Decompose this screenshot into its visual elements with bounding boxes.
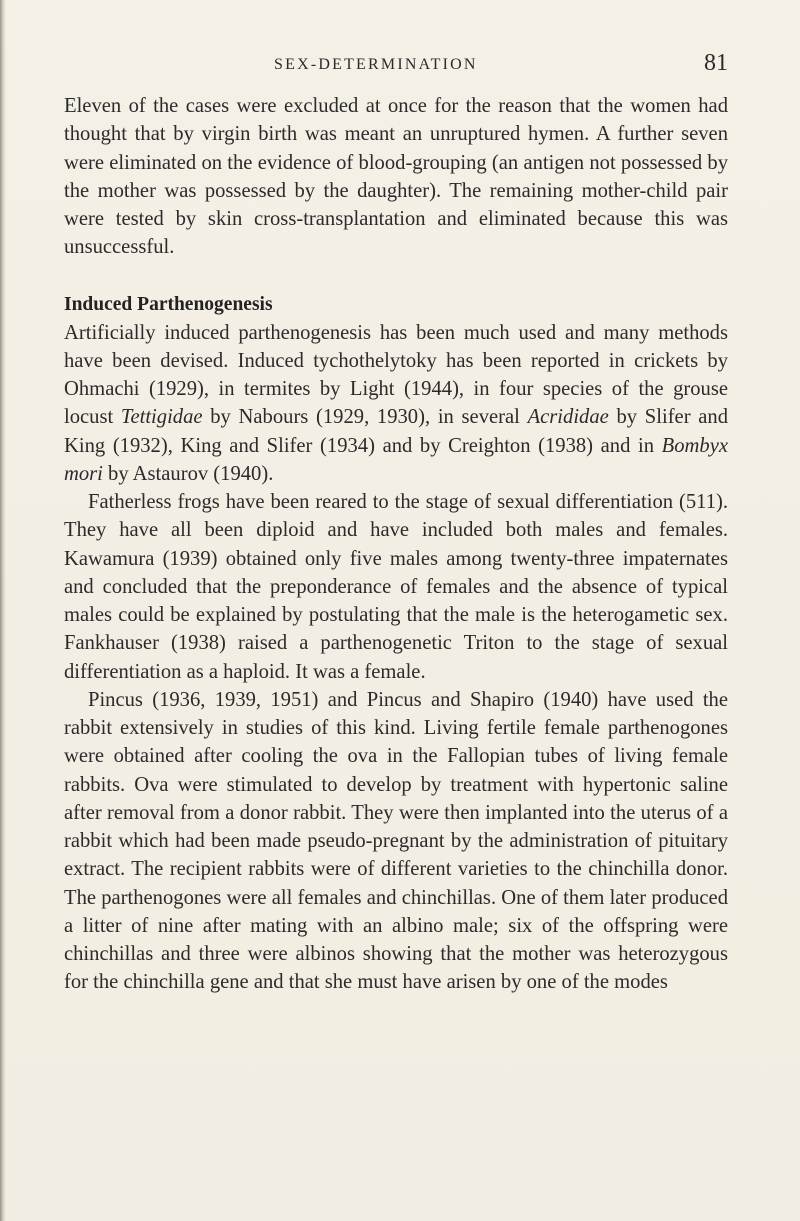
page-number: 81 (704, 50, 728, 76)
paragraph-1: Eleven of the cases were excluded at once for the reason that the women had thought that by virgin birth was meant an unruptured hymen. A further seven were eliminated on the evidence of blood-grouping (an antigen not possessed by the mother was possessed by the daughter). The remaining mother-child pair were tested by skin cross-transplantation and eliminated because this was unsuccessful. (64, 95, 728, 259)
paragraph-2-part-c: by Slifer and King (1932), King and Slifer (1934) and by Creighton (1938) and in (64, 406, 728, 457)
paragraph-4: Pincus (1936, 1939, 1951) and Pincus and Shapiro (1940) have used the rabbit extensively in studies of this kind. Living fertile female parthenogones were obtained after cooling the ova in the Fallopian tubes of living female rabbits. Ova were stimulated to develop by treatment with hypertonic saline after removal from a donor rabbit. They were then implanted into the uterus of a rabbit which had been made pseudo-pregnant by the administration of pituitary extract. The recipient rabbits were of different varieties to the chinchilla donor. The parthenogones were all females and chinchillas. One of them later produced a litter of nine after mating with an albino male; six of the offspring were chinchillas and three were albinos showing that the mother was heterozygous for the chinchilla gene and that she must have arisen by one of the modes (64, 688, 728, 994)
paragraph-2 (64, 319, 728, 489)
spine-shadow (0, 0, 6, 1221)
body-text (64, 92, 728, 997)
paragraph-3: Fatherless frogs have been reared to the stage of sexual differentiation (511). They have all been diploid and have included both males and females. Kawamura (1939) obtained only five males among twenty-three impaternates and concluded that the preponderance of females and the absence of typical males could be explained by postulating that the male is the heterogametic sex. Fankhauser (1938) raised a parthenogenetic Triton to the stage of sexual differentiation as a haploid. It was a female. (64, 491, 728, 683)
section-heading: Induced Parthenogenesis (64, 293, 273, 315)
paragraph-2-part-b: by Nabours (1929, 1930), in several (202, 406, 528, 429)
taxon-acrididae: Acrididae (527, 406, 609, 429)
paragraph-2-part-d: by Astaurov (1940). (102, 462, 274, 485)
taxon-tettigidae: Tettigidae (120, 406, 203, 429)
paragraph-2-part-a: Artificially induced parthenogenesis has been much used and many methods have been devised. Induced tychothelytoky has been reported in crickets by Ohmachi (1929), in termites by Light (1944), in four species of the grouse locust (64, 321, 728, 429)
taxon-bombyx-mori: Bombyx mori (64, 434, 728, 485)
running-head: SEX-DETERMINATION (274, 56, 478, 73)
